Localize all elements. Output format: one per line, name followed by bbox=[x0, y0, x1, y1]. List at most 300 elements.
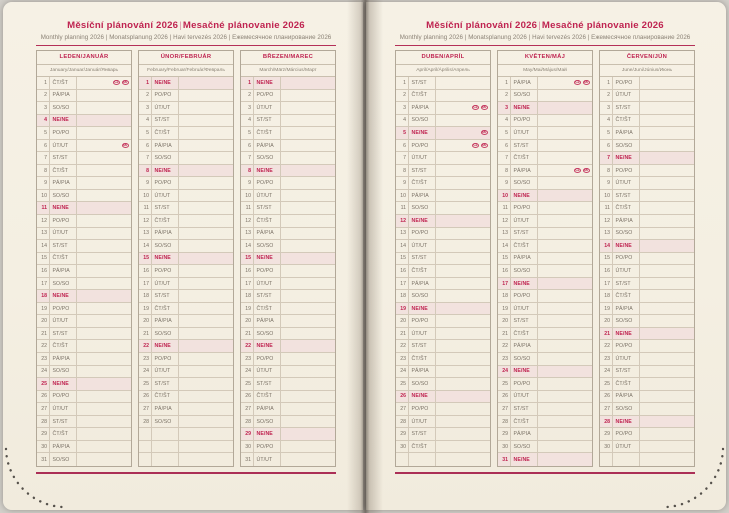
month-table-unor-februar bbox=[138, 50, 234, 467]
day-row bbox=[396, 366, 490, 379]
day-row bbox=[396, 165, 490, 178]
day-number: 17 bbox=[396, 278, 409, 290]
months-row-right bbox=[395, 50, 695, 467]
weekday-label: PO/PO bbox=[254, 177, 281, 189]
day-number: 14 bbox=[139, 240, 152, 252]
weekday-label: ST/ST bbox=[613, 366, 640, 378]
day-row bbox=[139, 152, 233, 165]
day-number: 3 bbox=[37, 102, 50, 114]
day-number: 2 bbox=[498, 90, 511, 102]
day-number: 5 bbox=[600, 127, 613, 139]
notes-cell bbox=[281, 215, 335, 227]
day-number: 8 bbox=[241, 165, 254, 177]
day-row bbox=[600, 215, 694, 228]
weekday-label: NE/NE bbox=[152, 253, 179, 265]
weekday-label: NE/NE bbox=[511, 102, 538, 114]
day-number: 16 bbox=[139, 265, 152, 277]
notes-cell bbox=[538, 265, 592, 277]
notes-cell bbox=[436, 366, 490, 378]
day-number: 30 bbox=[498, 441, 511, 453]
day-number: 10 bbox=[396, 190, 409, 202]
weekday-label: SO/SO bbox=[152, 240, 179, 252]
notes-cell bbox=[640, 403, 694, 415]
day-number: 15 bbox=[37, 253, 50, 265]
notes-cell bbox=[436, 416, 490, 428]
day-row bbox=[600, 416, 694, 429]
day-number: 25 bbox=[498, 378, 511, 390]
weekday-label: ST/ST bbox=[613, 190, 640, 202]
weekday-label: NE/NE bbox=[511, 190, 538, 202]
notes-cell bbox=[77, 253, 131, 265]
day-row bbox=[241, 77, 335, 90]
day-row bbox=[498, 403, 592, 416]
weekday-label: ST/ST bbox=[409, 340, 436, 352]
notes-cell bbox=[179, 215, 233, 227]
day-row bbox=[396, 190, 490, 203]
day-number: 28 bbox=[396, 416, 409, 428]
day-number: 26 bbox=[396, 391, 409, 403]
day-row bbox=[396, 240, 490, 253]
day-number: 11 bbox=[600, 202, 613, 214]
day-row bbox=[139, 115, 233, 128]
day-number: 8 bbox=[396, 165, 409, 177]
title-rule bbox=[36, 45, 336, 47]
notes-cell bbox=[77, 115, 131, 127]
day-row bbox=[241, 215, 335, 228]
page-title-sk: Mesačné plánovanie 2026 bbox=[182, 20, 305, 31]
day-row bbox=[241, 265, 335, 278]
day-number: 29 bbox=[37, 428, 50, 440]
weekday-label: PO/PO bbox=[613, 428, 640, 440]
notes-cell bbox=[640, 453, 694, 466]
weekday-label: PO/PO bbox=[152, 90, 179, 102]
weekday-label bbox=[152, 428, 179, 440]
day-number: 10 bbox=[600, 190, 613, 202]
day-number: 15 bbox=[139, 253, 152, 265]
day-number: 16 bbox=[600, 265, 613, 277]
weekday-label: ST/ST bbox=[254, 115, 281, 127]
notes-cell bbox=[436, 353, 490, 365]
notes-cell bbox=[538, 202, 592, 214]
notes-cell bbox=[640, 215, 694, 227]
day-number: 30 bbox=[241, 441, 254, 453]
day-row bbox=[498, 165, 592, 178]
holiday-badge-sk-icon: SK bbox=[481, 130, 487, 135]
notes-cell bbox=[436, 403, 490, 415]
weekday-label: PO/PO bbox=[613, 340, 640, 352]
month-table-leden-januar bbox=[36, 50, 132, 467]
notes-cell bbox=[640, 428, 694, 440]
day-row bbox=[139, 90, 233, 103]
day-number: 27 bbox=[498, 403, 511, 415]
day-number: 10 bbox=[37, 190, 50, 202]
day-row bbox=[396, 90, 490, 103]
day-number: 4 bbox=[37, 115, 50, 127]
notes-cell bbox=[436, 315, 490, 327]
weekday-label: ČT/ŠT bbox=[254, 215, 281, 227]
day-row bbox=[37, 152, 131, 165]
month-name: ČERVEN/JÚN bbox=[600, 51, 694, 65]
page-subtitle: Monthly planning 2026 | Monatsplanung 2026 | Havi tervezés 2026 | Ежемесячное планирование 2026 bbox=[40, 33, 332, 41]
notes-cell bbox=[436, 328, 490, 340]
month-name: DUBEN/APRÍL bbox=[396, 51, 490, 65]
day-row bbox=[37, 328, 131, 341]
notes-cell bbox=[281, 115, 335, 127]
day-number: 2 bbox=[396, 90, 409, 102]
notes-cell bbox=[179, 140, 233, 152]
day-number: 16 bbox=[498, 265, 511, 277]
month-table-duben-april bbox=[395, 50, 491, 467]
weekday-label: SO/SO bbox=[152, 328, 179, 340]
day-number: 30 bbox=[396, 441, 409, 453]
notes-cell bbox=[281, 278, 335, 290]
weekday-label: ÚT/UT bbox=[511, 303, 538, 315]
weekday-label: PÁ/PIA bbox=[50, 265, 77, 277]
day-number: 5 bbox=[498, 127, 511, 139]
weekday-label: PO/PO bbox=[152, 177, 179, 189]
day-number bbox=[139, 441, 152, 453]
day-number: 7 bbox=[241, 152, 254, 164]
notes-cell bbox=[179, 177, 233, 189]
day-number: 6 bbox=[37, 140, 50, 152]
month-name: LEDEN/JANUÁR bbox=[37, 51, 131, 65]
weekday-label: ČT/ŠT bbox=[152, 215, 179, 227]
day-number: 19 bbox=[498, 303, 511, 315]
day-number: 6 bbox=[498, 140, 511, 152]
day-number: 31 bbox=[241, 453, 254, 466]
day-number: 18 bbox=[498, 290, 511, 302]
weekday-label: NE/NE bbox=[152, 77, 179, 89]
weekday-label: PO/PO bbox=[409, 315, 436, 327]
notes-cell bbox=[640, 202, 694, 214]
notes-cell bbox=[538, 328, 592, 340]
weekday-label: PO/PO bbox=[409, 228, 436, 240]
notes-cell bbox=[436, 90, 490, 102]
day-number bbox=[139, 453, 152, 466]
notes-cell bbox=[77, 228, 131, 240]
day-number: 10 bbox=[241, 190, 254, 202]
day-number: 24 bbox=[139, 366, 152, 378]
day-number: 23 bbox=[241, 353, 254, 365]
weekday-label: ÚT/UT bbox=[50, 140, 77, 152]
day-number: 23 bbox=[139, 353, 152, 365]
weekday-label: PÁ/PIA bbox=[613, 215, 640, 227]
day-number: 8 bbox=[37, 165, 50, 177]
day-row bbox=[396, 378, 490, 391]
day-row bbox=[241, 303, 335, 316]
day-row bbox=[37, 140, 131, 153]
day-number: 19 bbox=[37, 303, 50, 315]
day-number: 5 bbox=[139, 127, 152, 139]
weekday-label: ÚT/UT bbox=[152, 190, 179, 202]
weekday-label: SO/SO bbox=[613, 403, 640, 415]
day-number: 24 bbox=[498, 366, 511, 378]
day-number: 7 bbox=[37, 152, 50, 164]
day-row bbox=[241, 240, 335, 253]
notes-cell bbox=[538, 403, 592, 415]
notes-cell bbox=[538, 441, 592, 453]
month-languages: March/März/Március/Март bbox=[241, 65, 335, 77]
day-row bbox=[600, 253, 694, 266]
weekday-label: PO/PO bbox=[254, 353, 281, 365]
notes-cell bbox=[179, 340, 233, 352]
day-row bbox=[600, 265, 694, 278]
weekday-label: SO/SO bbox=[511, 441, 538, 453]
weekday-label: ÚT/UT bbox=[511, 127, 538, 139]
day-number: 7 bbox=[396, 152, 409, 164]
day-row bbox=[139, 140, 233, 153]
day-row bbox=[241, 202, 335, 215]
holiday-badge-sk-icon: SK bbox=[481, 143, 487, 147]
notes-cell bbox=[179, 378, 233, 390]
notes-cell bbox=[538, 215, 592, 227]
day-number: 17 bbox=[498, 278, 511, 290]
day-number: 9 bbox=[396, 177, 409, 189]
notes-cell bbox=[77, 265, 131, 277]
notes-cell bbox=[436, 190, 490, 202]
day-row bbox=[37, 177, 131, 190]
day-number: 20 bbox=[498, 315, 511, 327]
weekday-label: ČT/ŠT bbox=[254, 303, 281, 315]
day-number: 28 bbox=[498, 416, 511, 428]
weekday-label: PÁ/PIA bbox=[613, 391, 640, 403]
notes-cell bbox=[640, 77, 694, 89]
notes-cell bbox=[77, 353, 131, 365]
day-number: 11 bbox=[498, 202, 511, 214]
weekday-label: NE/NE bbox=[152, 165, 179, 177]
notes-cell bbox=[538, 190, 592, 202]
weekday-label: SO/SO bbox=[511, 265, 538, 277]
notes-cell bbox=[281, 303, 335, 315]
weekday-label: ST/ST bbox=[613, 102, 640, 114]
notes-cell bbox=[538, 353, 592, 365]
weekday-label: PO/PO bbox=[254, 441, 281, 453]
day-number: 24 bbox=[37, 366, 50, 378]
notes-cell bbox=[77, 378, 131, 390]
weekday-label: PÁ/PIA bbox=[409, 102, 436, 114]
day-row bbox=[241, 190, 335, 203]
weekday-label: PÁ/PIA bbox=[50, 353, 77, 365]
weekday-label: SO/SO bbox=[254, 152, 281, 164]
notes-cell bbox=[436, 391, 490, 403]
month-languages: April/April/Április/Апрель bbox=[396, 65, 490, 77]
day-row bbox=[139, 202, 233, 215]
weekday-label: ČT/ŠT bbox=[50, 340, 77, 352]
day-number: 22 bbox=[498, 340, 511, 352]
day-number: 14 bbox=[37, 240, 50, 252]
day-row bbox=[139, 77, 233, 90]
day-row bbox=[396, 228, 490, 241]
holiday-badge-sk-icon: SK bbox=[122, 80, 128, 85]
day-row bbox=[600, 115, 694, 128]
day-row bbox=[37, 428, 131, 441]
weekday-label: PÁ/PIA bbox=[152, 315, 179, 327]
day-number: 23 bbox=[37, 353, 50, 365]
weekday-label: NE/NE bbox=[511, 453, 538, 466]
day-number: 19 bbox=[396, 303, 409, 315]
day-row bbox=[600, 428, 694, 441]
day-number: 1 bbox=[139, 77, 152, 89]
weekday-label: PÁ/PIA bbox=[613, 127, 640, 139]
day-row bbox=[139, 290, 233, 303]
day-row bbox=[498, 290, 592, 303]
day-row bbox=[139, 215, 233, 228]
notes-cell bbox=[436, 340, 490, 352]
weekday-label: ÚT/UT bbox=[254, 453, 281, 466]
day-row bbox=[139, 403, 233, 416]
weekday-label: PÁ/PIA bbox=[511, 428, 538, 440]
weekday-label: ÚT/UT bbox=[409, 328, 436, 340]
weekday-label: SO/SO bbox=[254, 240, 281, 252]
weekday-label: NE/NE bbox=[613, 152, 640, 164]
holiday-badge-sk-icon: SK bbox=[583, 168, 589, 173]
notes-cell bbox=[640, 177, 694, 189]
weekday-label: ÚT/UT bbox=[254, 366, 281, 378]
day-row bbox=[37, 90, 131, 103]
weekday-label: ÚT/UT bbox=[613, 90, 640, 102]
notes-cell bbox=[179, 441, 233, 453]
weekday-label: SO/SO bbox=[50, 102, 77, 114]
weekday-label: ST/ST bbox=[511, 403, 538, 415]
weekday-label: NE/NE bbox=[50, 115, 77, 127]
day-number: 13 bbox=[498, 228, 511, 240]
weekday-label: PO/PO bbox=[613, 253, 640, 265]
day-row bbox=[396, 253, 490, 266]
weekday-label: NE/NE bbox=[511, 278, 538, 290]
weekday-label: SO/SO bbox=[152, 152, 179, 164]
notes-cell bbox=[538, 253, 592, 265]
day-row bbox=[139, 391, 233, 404]
day-number: 23 bbox=[498, 353, 511, 365]
day-row bbox=[37, 366, 131, 379]
weekday-label: ÚT/UT bbox=[613, 177, 640, 189]
day-row bbox=[139, 366, 233, 379]
day-number: 21 bbox=[37, 328, 50, 340]
day-row bbox=[600, 190, 694, 203]
notes-cell bbox=[538, 366, 592, 378]
day-row bbox=[139, 315, 233, 328]
day-row bbox=[498, 77, 592, 90]
day-number: 26 bbox=[37, 391, 50, 403]
weekday-label: SO/SO bbox=[409, 115, 436, 127]
notes-cell bbox=[77, 215, 131, 227]
day-number: 1 bbox=[37, 77, 50, 89]
day-row bbox=[139, 378, 233, 391]
day-row bbox=[37, 315, 131, 328]
notes-cell bbox=[640, 278, 694, 290]
day-number bbox=[396, 453, 409, 466]
day-row bbox=[396, 353, 490, 366]
day-row bbox=[396, 140, 490, 153]
notes-cell bbox=[436, 165, 490, 177]
notes-cell bbox=[281, 253, 335, 265]
weekday-label: ČT/ŠT bbox=[152, 303, 179, 315]
day-number: 21 bbox=[396, 328, 409, 340]
holiday-badge-cz-icon: CZ bbox=[575, 80, 580, 85]
day-row bbox=[396, 315, 490, 328]
notes-cell bbox=[281, 165, 335, 177]
day-row bbox=[139, 303, 233, 316]
day-row bbox=[498, 453, 592, 466]
weekday-label: ČT/ŠT bbox=[409, 353, 436, 365]
day-number: 1 bbox=[498, 77, 511, 89]
weekday-label: ČT/ŠT bbox=[613, 202, 640, 214]
day-number: 15 bbox=[396, 253, 409, 265]
notes-cell bbox=[436, 77, 490, 89]
day-row bbox=[37, 190, 131, 203]
notes-cell bbox=[77, 102, 131, 114]
weekday-label: ÚT/UT bbox=[50, 315, 77, 327]
weekday-label: NE/NE bbox=[511, 366, 538, 378]
day-row bbox=[37, 416, 131, 429]
page-right-content bbox=[395, 20, 695, 474]
notes-cell bbox=[281, 453, 335, 466]
notes-cell bbox=[77, 90, 131, 102]
page-title bbox=[395, 20, 695, 31]
day-row bbox=[600, 165, 694, 178]
day-row bbox=[396, 215, 490, 228]
day-row bbox=[600, 240, 694, 253]
notes-cell bbox=[538, 303, 592, 315]
notes-cell bbox=[179, 152, 233, 164]
day-number: 17 bbox=[600, 278, 613, 290]
day-row bbox=[396, 290, 490, 303]
day-number: 18 bbox=[139, 290, 152, 302]
day-number: 24 bbox=[396, 366, 409, 378]
weekday-label: ÚT/UT bbox=[254, 190, 281, 202]
notes-cell bbox=[436, 215, 490, 227]
day-number: 10 bbox=[498, 190, 511, 202]
weekday-label: ČT/ŠT bbox=[409, 265, 436, 277]
notes-cell bbox=[538, 140, 592, 152]
weekday-label: ST/ST bbox=[152, 202, 179, 214]
notes-cell bbox=[640, 416, 694, 428]
weekday-label: SO/SO bbox=[50, 190, 77, 202]
day-number: 4 bbox=[498, 115, 511, 127]
day-number: 4 bbox=[241, 115, 254, 127]
notes-cell bbox=[538, 378, 592, 390]
day-number: 4 bbox=[600, 115, 613, 127]
day-row bbox=[498, 366, 592, 379]
weekday-label: ČT/ŠT bbox=[511, 152, 538, 164]
day-number: 27 bbox=[600, 403, 613, 415]
day-row bbox=[600, 340, 694, 353]
day-row bbox=[241, 391, 335, 404]
weekday-label: SO/SO bbox=[613, 315, 640, 327]
day-number: 6 bbox=[241, 140, 254, 152]
notes-cell bbox=[436, 453, 490, 466]
notes-cell bbox=[179, 303, 233, 315]
weekday-label: NE/NE bbox=[409, 215, 436, 227]
notes-cell bbox=[640, 115, 694, 127]
day-row bbox=[600, 453, 694, 466]
weekday-label: ÚT/UT bbox=[254, 278, 281, 290]
day-number: 23 bbox=[600, 353, 613, 365]
month-table-kveten-maj bbox=[497, 50, 593, 467]
day-number: 7 bbox=[498, 152, 511, 164]
day-number: 9 bbox=[498, 177, 511, 189]
day-number: 13 bbox=[37, 228, 50, 240]
weekday-label: PO/PO bbox=[409, 403, 436, 415]
day-number: 12 bbox=[139, 215, 152, 227]
weekday-label: ST/ST bbox=[511, 140, 538, 152]
weekday-label: NE/NE bbox=[254, 165, 281, 177]
page-title-separator: | bbox=[538, 20, 541, 31]
weekday-label: SO/SO bbox=[254, 416, 281, 428]
notes-cell bbox=[538, 453, 592, 466]
notes-cell bbox=[640, 315, 694, 327]
notes-cell bbox=[436, 127, 490, 139]
